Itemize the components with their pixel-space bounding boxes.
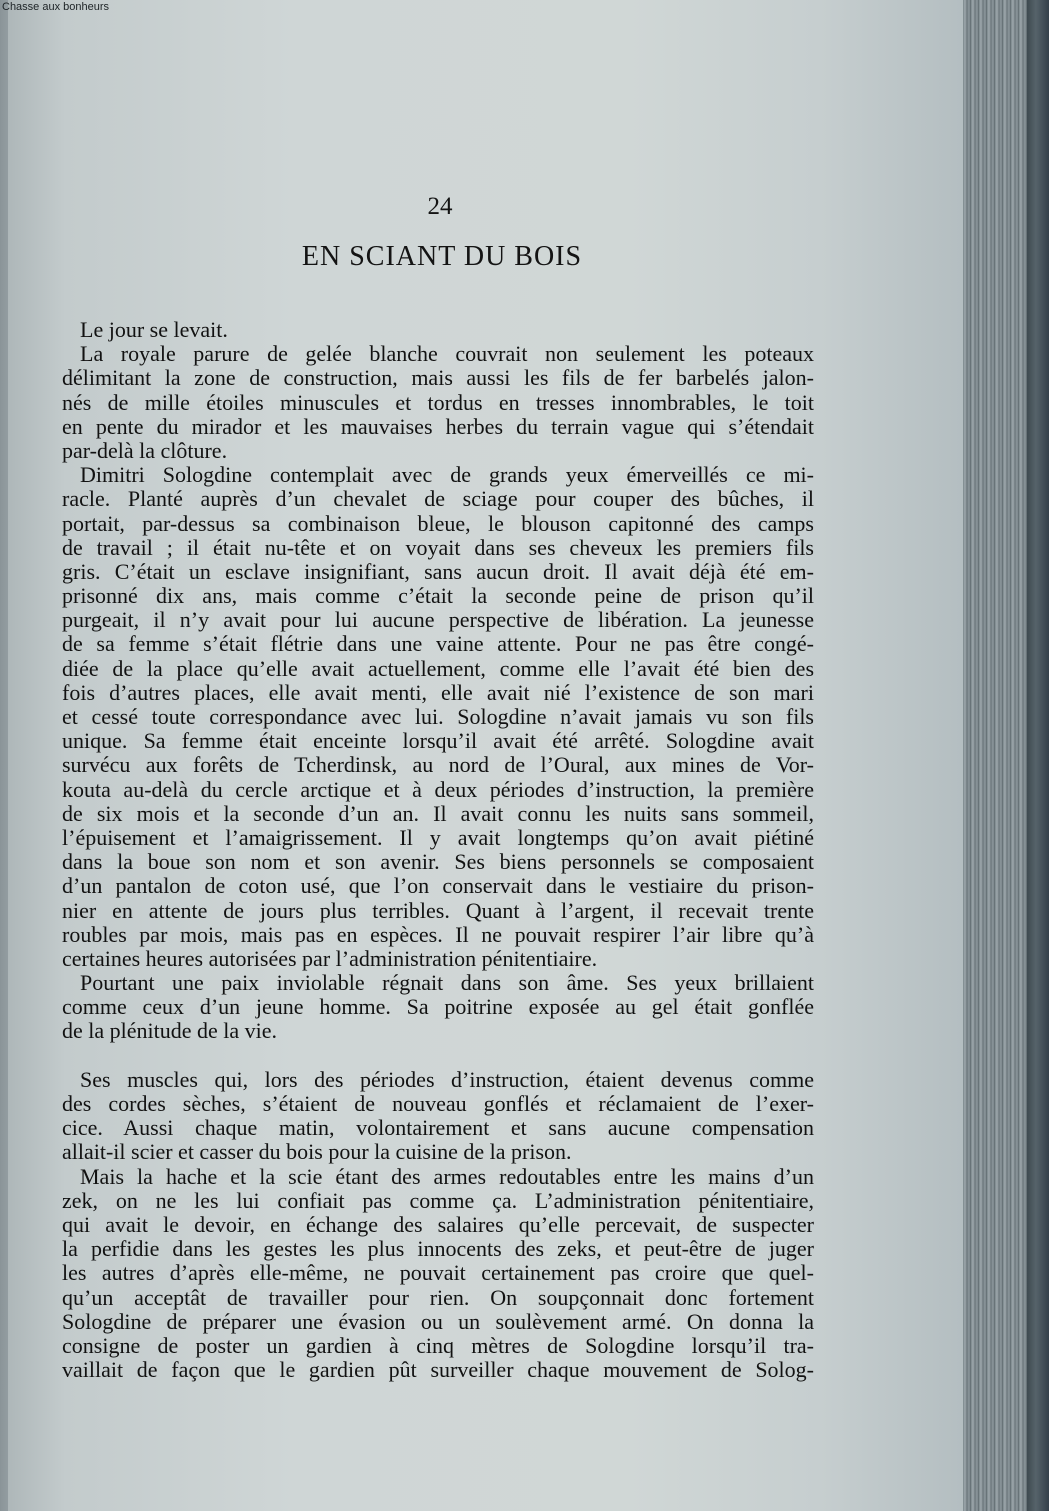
text-line: consigne de poster un gardien à cinq mètres de Sologdine lorsqu’il tra- <box>62 1332 814 1358</box>
bleed-through-text <box>308 128 828 158</box>
text-line: Ses muscles qui, lors des périodes d’instruction, étaient devenus comme <box>80 1066 814 1092</box>
text-line: certaines heures autorisées par l’administration pénitentiaire. <box>62 945 598 971</box>
text-line: Dimitri Sologdine contemplait avec de grands yeux émerveillés ce mi- <box>80 462 814 488</box>
text-line: de six mois et la seconde d’un an. Il avait connu les nuits sans sommeil, <box>62 800 814 826</box>
text-line: qui avait le devoir, en échange des salaires qu’elle percevait, de suspecter <box>62 1211 814 1237</box>
text-line: cice. Aussi chaque matin, volontairement et sans aucune compensation <box>62 1115 814 1141</box>
text-line: qu’un acceptât de travailler pour rien. On soupçonnait donc fortement <box>62 1284 814 1310</box>
text-line: nier en attente de jours plus terribles. Quant à l’argent, il recevait trente <box>62 897 814 923</box>
text-line: en pente du mirador et les mauvaises herbes du terrain vague qui s’étendait <box>62 413 814 439</box>
text-line: les autres d’après elle-même, ne pouvait certainement pas croire que quel- <box>62 1260 814 1286</box>
text-line: d’un pantalon de coton usé, que l’on conservait dans le vestiaire du prison- <box>62 873 814 899</box>
text-line: allait-il scier et casser du bois pour la cuisine de la prison. <box>62 1139 572 1165</box>
text-line: roubles par mois, mais pas en espèces. Il ne pouvait respirer l’air libre qu’à <box>62 921 814 947</box>
text-line: la perfidie dans les gestes les plus innocents des zeks, et peut-être de juger <box>62 1236 814 1262</box>
text-line: de la plénitude de la vie. <box>62 1018 278 1044</box>
text-line: l’épuisement et l’amaigrissement. Il y avait longtemps qu’on avait piétiné <box>62 824 814 850</box>
text-line: par-delà la clôture. <box>62 437 228 463</box>
text-line: kouta au-delà du cercle arctique et à deux périodes d’instruction, la première <box>62 776 814 802</box>
text-line: et cessé toute correspondance avec lui. Sologdine n’avait jamais vu son fils <box>62 704 814 729</box>
text-line: dans la boue son nom et son avenir. Ses biens personnels se composaient <box>62 849 814 875</box>
text-line: comme ceux d’un jeune homme. Sa poitrine exposée au gel était gonflée <box>62 994 814 1020</box>
text-line: nés de mille étoiles minuscules et tordus en tresses innombrables, le toit <box>62 389 814 415</box>
text-line: Sologdine de préparer une évasion ou un soulèvement armé. On donna la <box>62 1308 814 1334</box>
watermark: Chasse aux bonheurs <box>2 1 110 13</box>
text-line: La royale parure de gelée blanche couvrait non seulement les poteaux <box>80 341 814 367</box>
text-line: vaillait de façon que le gardien pût surveiller chaque mouvement de Solog- <box>62 1357 814 1383</box>
text-line: diée de la place qu’elle avait actuellement, comme elle l’avait été bien des <box>62 655 814 681</box>
text-line: racle. Planté auprès d’un chevalet de sciage pour couper des bûches, il <box>62 486 814 512</box>
text-line: de sa femme s’était flétrie dans une vaine attente. Pour ne pas être congé- <box>62 631 814 657</box>
chapter-title: EN SCIANT DU BOIS <box>301 241 583 272</box>
text-line: portait, par-dessus sa combinaison bleue, le blouson capitonné des camps <box>62 510 814 536</box>
text-line: survécu aux forêts de Tcherdinsk, au nord de l’Oural, aux mines de Vor- <box>62 752 814 778</box>
text-line: fois d’autres places, elle avait menti, elle avait nié l’existence de son mari <box>62 679 814 705</box>
section-gap <box>62 1044 814 1068</box>
chapter-number: 24 <box>427 193 453 220</box>
text-line: purgeait, il n’y avait pour lui aucune perspective de libération. La jeunesse <box>62 607 814 633</box>
book-page-edges <box>963 0 1049 1511</box>
text-line: zek, on ne les lui confiait pas comme ça. L’administration pénitentiaire, <box>62 1187 814 1213</box>
text-line: Mais la hache et la scie étant des armes redoutables entre les mains d’un <box>80 1163 814 1189</box>
text-line: Pourtant une paix inviolable régnait dans son âme. Ses yeux brillaient <box>80 970 814 996</box>
text-line: unique. Sa femme était enceinte lorsqu’il avait été arrêté. Sologdine avait <box>62 728 814 754</box>
text-line: gris. C’était un esclave insignifiant, sans aucun droit. Il avait déjà été em- <box>62 558 814 584</box>
text-line: Le jour se levait. <box>80 317 228 342</box>
text-line: de travail ; il était nu-tête et on voyait dans ses cheveux les premiers fils <box>62 534 814 560</box>
text-line: prisonné dix ans, mais comme c’était la seconde peine de prison qu’il <box>62 583 814 609</box>
chapter-body <box>62 318 814 1382</box>
text-line: délimitant la zone de construction, mais aussi les fils de fer barbelés jalon- <box>62 365 814 391</box>
text-line: des cordes sèches, s’étaient de nouveau gonflés et réclamaient de l’exer- <box>62 1091 814 1116</box>
